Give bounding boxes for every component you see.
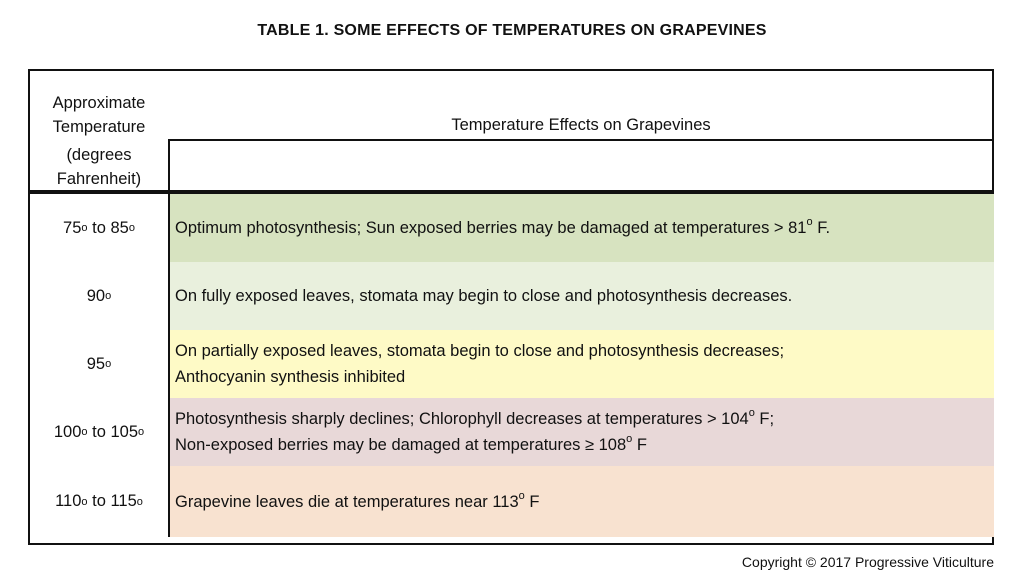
temperature-cell: 100 o to 105 o <box>53 422 145 441</box>
table-row <box>30 194 994 262</box>
header-column-divider <box>168 139 170 193</box>
effect-cell: Photosynthesis sharply declines; Chlorophyll decreases at temperatures > $104^o$ F; Non-exposed berries may be damaged at temperatures ≥ $108^o$ F <box>170 398 994 466</box>
table-row <box>30 398 994 466</box>
table-frame <box>28 69 994 545</box>
temperature-cell: 110 o to 115 o <box>55 492 143 510</box>
header-temperature-label <box>30 91 168 139</box>
table-title: TABLE 1. SOME EFFECTS OF TEMPERATURES ON GRAPEVINES <box>257 22 767 39</box>
header-line: Temperature <box>52 118 146 136</box>
temperature-cell: 90 o <box>86 286 112 305</box>
table-row <box>30 330 994 398</box>
header-line: Approximate <box>52 94 146 112</box>
table-row <box>30 262 994 330</box>
header-effects-label: Temperature Effects on Grapevines <box>451 116 711 134</box>
temperature-cell: 75 o to 85 o <box>63 218 135 237</box>
effect-cell: On partially exposed leaves, stomata begin to close and photosynthesis decreases; Anthocyanin synthesis inhibited <box>170 330 994 398</box>
effect-cell: On fully exposed leaves, stomata may begin to close and photosynthesis decreases. <box>170 262 994 330</box>
effect-cell: Grapevine leaves die at temperatures near 113$^o$ F <box>170 466 994 537</box>
header-divider <box>168 139 994 141</box>
temperature-cell: 95 o <box>86 354 112 373</box>
header-line: Fahrenheit) <box>56 170 142 188</box>
header-line: (degrees <box>66 146 132 164</box>
header-units-label <box>30 143 168 191</box>
effect-cell: Optimum photosynthesis; Sun exposed berries may be damaged at temperatures > $81^o$ F. <box>170 194 994 262</box>
table-row <box>30 466 994 537</box>
copyright-notice: Copyright © 2017 Progressive Viticulture <box>741 554 994 570</box>
